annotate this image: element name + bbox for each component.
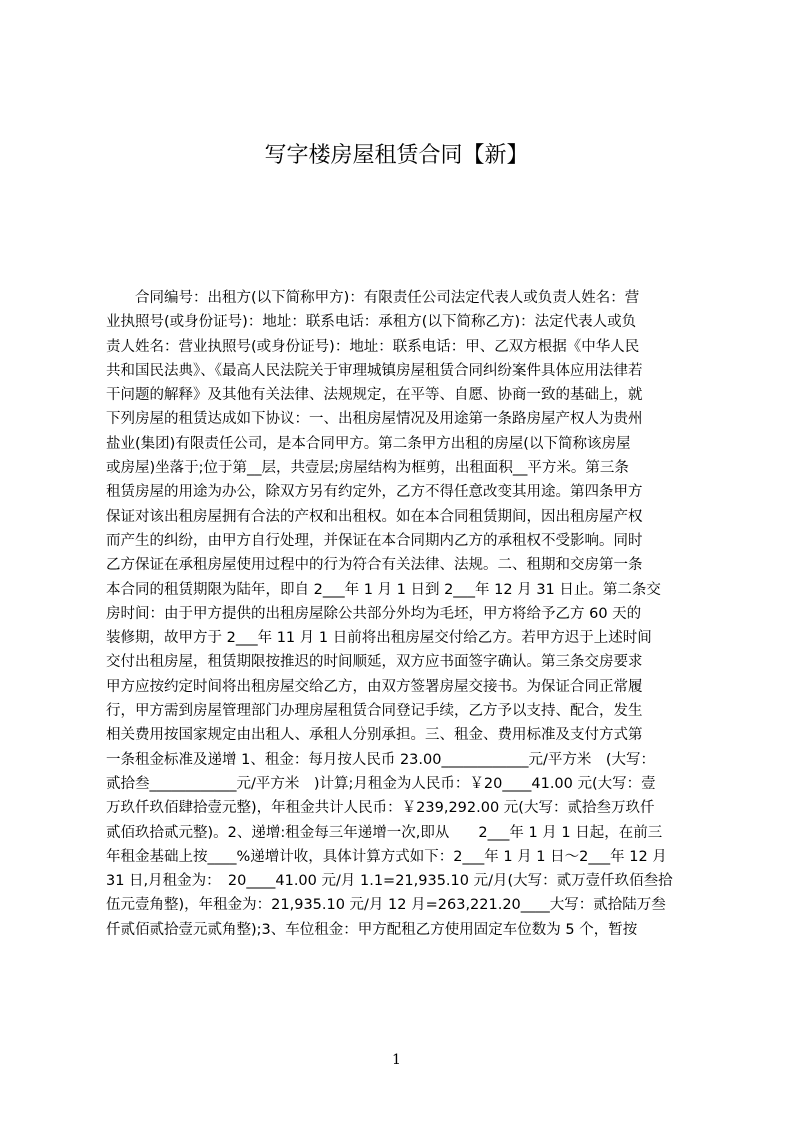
document-title: 写字楼房屋租赁合同【新】 (264, 143, 529, 168)
body-line: 贰拾叁____________元/平方米 )计算;月租金为人民币：￥20____41.00 元(大写：壹 (106, 775, 656, 792)
page-number: 1 (392, 1052, 401, 1068)
body-line: 仟贰佰贰拾壹元贰角整);3、车位租金：甲方配租乙方使用固定车位数为 5 个，暂按 (106, 921, 638, 938)
body-line: 贰佰玖拾贰元整)。2、递增:租金每三年递增一次,即从 2___年 1 月 1 日起，在前三 (106, 824, 663, 841)
body-line: 保证对该出租房屋拥有合法的产权和出租权。如在本合同租赁期间，因出租房屋产权 (106, 508, 643, 525)
body-line: 一条租金标准及递增 1、租金：每月按人民币 23.00____________元/平方米 (大写： (106, 751, 655, 768)
body-line: 共和国民法典》、《最高人民法院关于审理城镇房屋租赁合同纠纷案件具体应用法律若 (106, 362, 643, 379)
body-line: 下列房屋的租赁达成如下协议：一、出租房屋情况及用途第一条路房屋产权人为贵州 (106, 411, 643, 428)
body-line: 本合同的租赁期限为陆年，即自 2___年 1 月 1 日到 2___年 12 月 31 日止。第二条交 (106, 581, 661, 598)
contract-body (106, 286, 700, 942)
body-line: 年租金基础上按____%递增计收，具体计算方式如下：2___年 1 月 1 日～2___年 12 月 (106, 848, 667, 865)
body-line: 31 日,月租金为： 20____41.00 元/月 1.1=21,935.10 元/月(大写：贰万壹仟玖佰叁拾 (106, 873, 673, 890)
body-line: 乙方保证在承租房屋使用过程中的行为符合有关法律、法规。二、租期和交房第一条 (106, 557, 643, 574)
body-line: 干问题的解释》及其他有关法律、法规规定，在平等、自愿、协商一致的基础上，就 (106, 387, 643, 404)
body-line: 行，甲方需到房屋管理部门办理房屋租赁合同登记手续，乙方予以支持、配合，发生 (106, 703, 643, 720)
body-line: 伍元壹角整)，年租金为：21,935.10 元/月 12 月=263,221.20____大写：贰拾陆万叁 (106, 897, 666, 914)
body-line: 责人姓名：营业执照号(或身份证号)：地址：联系电话：甲、乙双方根据《中华人民 (106, 338, 640, 355)
body-line: 合同编号：出租方(以下简称甲方)：有限责任公司法定代表人或负责人姓名：营 (106, 290, 640, 306)
body-line: 或房屋)坐落于;位于第__层，共壹层;房屋结构为框剪，出租面积__平方米。第三条 (106, 460, 629, 477)
body-line: 租赁房屋的用途为办公，除双方另有约定外，乙方不得任意改变其用途。第四条甲方 (106, 484, 643, 501)
body-line: 业执照号(或身份证号)：地址：联系电话：承租方(以下简称乙方)：法定代表人或负 (106, 314, 637, 331)
body-line: 而产生的纠纷，由甲方自行处理，并保证在本合同期内乙方的承租权不受影响。同时 (106, 532, 643, 549)
body-line: 盐业(集团)有限责任公司，是本合同甲方。第二条甲方出租的房屋(以下简称该房屋 (106, 435, 631, 452)
body-line: 万玖仟玖佰肆拾壹元整)，年租金共计人民币：￥239,292.00 元(大写：贰拾叁万玖仟 (106, 800, 655, 817)
body-line: 房时间：由于甲方提供的出租房屋除公共部分外均为毛坯，甲方将给予乙方 60 天的 (106, 605, 642, 622)
body-line: 交付出租房屋，租赁期限按推迟的时间顺延，双方应书面签字确认。第三条交房要求 (106, 654, 643, 671)
body-line: 相关费用按国家规定由出租人、承租人分别承担。三、租金、费用标准及支付方式第 (106, 727, 643, 744)
body-line: 装修期，故甲方于 2___年 11 月 1 日前将出租房屋交付给乙方。若甲方迟于上述时间 (106, 630, 652, 647)
body-line: 甲方应按约定时间将出租房屋交给乙方，由双方签署房屋交接书。为保证合同正常履 (106, 678, 643, 695)
